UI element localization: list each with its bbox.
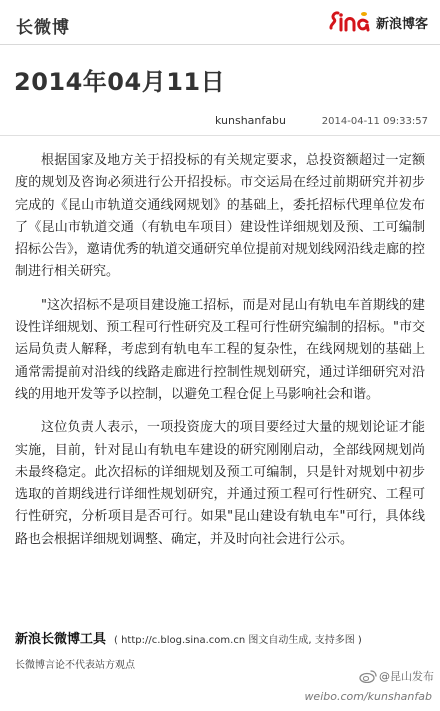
weibo-icon	[359, 669, 377, 683]
sina-logo-icon	[328, 10, 372, 34]
watermark-url: weibo.com/kunshanfab	[304, 690, 432, 703]
brand-name: 新浪博客	[375, 16, 428, 32]
header-bar	[0, 0, 440, 45]
post-title: 2014年04月11日	[14, 68, 226, 96]
watermark-account-text: @昆山发布	[379, 670, 434, 683]
tool-description: ( http://c.blog.sina.com.cn 图文自动生成, 支持多图 )	[114, 635, 362, 646]
disclaimer: 长微博言论不代表站方观点	[15, 660, 135, 671]
footer-tool-line	[15, 628, 430, 647]
post-author[interactable]: kunshanfabu	[215, 114, 286, 127]
article-paragraph: 这位负责人表示，一项投资庞大的项目要经过大量的规划论证才能实施，目前，针对昆山有轨电车建设的研究刚刚启动，全部线网规划尚未最终稳定。此次招标的详细规划及预工可编制，只是针对规划中初步选取的首期线进行详细性规划研究，并通过预工程可行性研究、工程可行性研究，分析项目是否可行。如果"昆山建设有轨电车"可行，具体线路也会根据详细规划调整、确定，并及时向社会进行公示。	[15, 420, 425, 547]
post-timestamp: 2014-04-11 09:33:57	[321, 116, 428, 127]
brand[interactable]	[328, 9, 428, 35]
header-title: 长微博	[16, 18, 70, 38]
article-paragraph: "这次招标不是项目建设施工招标，而是对昆山有轨电车首期线的建设性详细规划、预工程可行性研究及工程可行性研究编制的招标。"市交运局负责人解释，考虑到有轨电车工程的复杂性，在线网规划的基础上通常需提前对沿线的线路走廊进行控制性规划研究，通过详细研究对沿线的用地开发等予以控制，以避免工程仓促上马影响社会和谐。	[15, 297, 425, 402]
tool-name[interactable]: 新浪长微博工具	[15, 632, 107, 647]
watermark-account	[359, 668, 434, 684]
article-body	[15, 150, 425, 562]
post-meta	[0, 107, 440, 136]
article-paragraph: 根据国家及地方关于招投标的有关规定要求，总投资额超过一定额度的规划及咨询必须进行公开招投标。市交运局在经过前期研究并初步完成的《昆山市轨道交通线网规划》的基础上，委托招标代理单位发布了《昆山市轨道交通（有轨电车项目）建设性详细规划及预、工可编制招标公告》，邀请优秀的轨道交通研究单位提前对规划线网沿线走廊的控制进行相关研究。	[15, 153, 425, 280]
